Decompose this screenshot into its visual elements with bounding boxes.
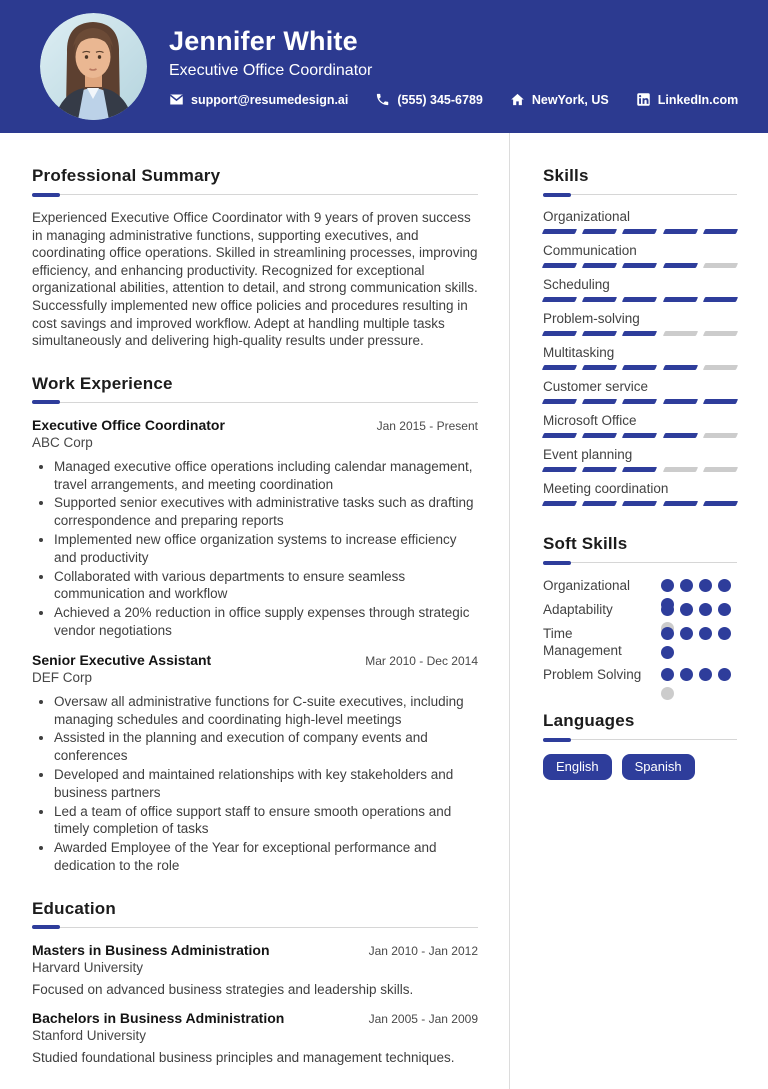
contact-linkedin[interactable] [636, 92, 739, 107]
soft-skill-problem-solving [543, 666, 737, 683]
rating-dot-filled [718, 579, 731, 592]
job-bullet: • Collaborated with various departments to ensure seamless communication and workflow [54, 568, 478, 604]
soft-skill-organizational [543, 577, 737, 594]
skills-list [543, 209, 737, 506]
job-company: ABC Corp [32, 434, 93, 450]
skill-segment-filled [542, 365, 577, 370]
skill-level-bar [543, 467, 737, 472]
skill-segment-filled [703, 501, 738, 506]
skill-segment-filled [582, 297, 617, 302]
section-languages [543, 711, 737, 780]
school-name: Harvard University [32, 959, 144, 975]
section-work-experience [32, 374, 478, 875]
rating-dot-filled [680, 627, 693, 640]
header-info [169, 26, 738, 107]
section-heading: Soft Skills [543, 534, 628, 553]
rating-dot-filled [699, 579, 712, 592]
job-item [32, 652, 478, 875]
soft-skill-time-management [543, 625, 737, 659]
degree-title: Masters in Business Administration [32, 941, 270, 958]
avatar-image [40, 13, 147, 120]
section-skills [543, 166, 737, 506]
education-dates: Jan 2005 - Jan 2009 [368, 1011, 478, 1026]
rating-dot-filled [661, 579, 674, 592]
school-name: Stanford University [32, 1027, 147, 1043]
linkedin-icon [636, 92, 651, 107]
skill-level-bar [543, 399, 737, 404]
job-bullet-list [32, 458, 478, 640]
soft-skill-label: Adaptability [543, 602, 613, 617]
skill-organizational [543, 209, 737, 234]
section-soft-skills [543, 534, 737, 683]
skill-segment-filled [622, 263, 657, 268]
contact-row [169, 92, 738, 107]
skill-segment-filled [662, 433, 697, 438]
language-badge-english: English [543, 754, 612, 780]
skill-segment-filled [582, 433, 617, 438]
skill-segment-filled [582, 331, 617, 336]
skill-segment-filled [622, 501, 657, 506]
rating-dot-filled [661, 646, 674, 659]
skill-segment-filled [703, 399, 738, 404]
skill-segment-empty [703, 433, 738, 438]
skill-segment-filled [622, 433, 657, 438]
section-heading: Work Experience [32, 373, 173, 393]
soft-skill-label: Problem Solving [543, 667, 642, 682]
section-professional-summary [32, 166, 478, 350]
job-bullet-list [32, 693, 478, 875]
skill-segment-filled [622, 297, 657, 302]
soft-skill-label: Organizational [543, 578, 631, 593]
skill-segment-filled [582, 263, 617, 268]
rating-dot-filled [661, 668, 674, 681]
sidebar-column [509, 133, 768, 1089]
skill-level-bar [543, 229, 737, 234]
skill-segment-filled [622, 229, 657, 234]
skill-multitasking [543, 345, 737, 370]
skill-segment-empty [703, 331, 738, 336]
skill-event-planning [543, 447, 737, 472]
soft-skills-list [543, 577, 737, 683]
skill-problem-solving [543, 311, 737, 336]
skill-level-bar [543, 365, 737, 370]
contact-text: LinkedIn.com [657, 92, 739, 107]
person-name: Jennifer White [169, 26, 358, 56]
skill-scheduling [543, 277, 737, 302]
section-heading: Skills [543, 166, 589, 185]
skill-microsoft-office [543, 413, 737, 438]
skill-segment-empty [662, 331, 697, 336]
skill-label: Multitasking [543, 345, 615, 360]
skill-meeting-coordination [543, 481, 737, 506]
skill-segment-empty [662, 467, 697, 472]
section-divider [543, 562, 737, 563]
person-job-title: Executive Office Coordinator [169, 62, 373, 79]
rating-dot-empty [661, 687, 674, 700]
section-divider [543, 739, 737, 740]
header-banner [0, 0, 768, 133]
skill-segment-filled [582, 467, 617, 472]
skill-segment-filled [542, 331, 577, 336]
job-dates: Mar 2010 - Dec 2014 [365, 653, 478, 668]
education-item [32, 942, 478, 997]
rating-dot-filled [680, 603, 693, 616]
skill-segment-filled [582, 399, 617, 404]
skill-level-bar [543, 263, 737, 268]
education-description: Studied foundational business principles and management techniques. [32, 1049, 455, 1065]
skill-segment-filled [662, 229, 697, 234]
job-title: Executive Office Coordinator [32, 416, 225, 433]
job-bullet: • Assisted in the planning and execution of company events and conferences [54, 729, 478, 765]
skill-customer-service [543, 379, 737, 404]
job-bullet: • Managed executive office operations including calendar management, travel arrangements, and meeting coordination [54, 458, 478, 494]
skill-segment-filled [662, 263, 697, 268]
soft-skill-dot-rating [661, 627, 737, 640]
rating-dot-filled [680, 668, 693, 681]
skill-label: Organizational [543, 209, 631, 224]
job-bullet: • Led a team of office support staff to ensure smooth operations and timely completion of tasks [54, 803, 478, 839]
skill-segment-filled [582, 501, 617, 506]
section-heading: Education [32, 898, 116, 918]
skill-segment-filled [662, 365, 697, 370]
skill-label: Event planning [543, 447, 633, 462]
skill-segment-filled [542, 229, 577, 234]
rating-dot-filled [699, 627, 712, 640]
rating-dot-filled [699, 603, 712, 616]
section-heading: Languages [543, 711, 635, 730]
skill-label: Microsoft Office [543, 413, 637, 428]
contact-email[interactable] [169, 92, 348, 107]
skill-segment-filled [622, 365, 657, 370]
skill-communication [543, 243, 737, 268]
skill-label: Communication [543, 243, 637, 258]
skill-segment-empty [703, 263, 738, 268]
skill-level-bar [543, 501, 737, 506]
job-bullet: • Supported senior executives with administrative tasks such as drafting correspondence and preparing reports [54, 494, 478, 530]
contact-text: (555) 345-6789 [397, 92, 483, 107]
skill-segment-empty [703, 365, 738, 370]
skill-label: Scheduling [543, 277, 610, 292]
rating-dot-filled [661, 627, 674, 640]
skill-segment-filled [542, 501, 577, 506]
skill-segment-filled [622, 399, 657, 404]
skill-segment-filled [542, 399, 577, 404]
skill-segment-filled [703, 297, 738, 302]
skill-segment-filled [662, 297, 697, 302]
contact-text: NewYork, US [531, 92, 609, 107]
skill-segment-empty [703, 467, 738, 472]
rating-dot-filled [718, 668, 731, 681]
rating-dot-filled [718, 603, 731, 616]
skill-level-bar [543, 331, 737, 336]
job-bullet: • Developed and maintained relationships with key stakeholders and business partners [54, 766, 478, 802]
skill-label: Customer service [543, 379, 649, 394]
job-dates: Jan 2015 - Present [376, 418, 478, 433]
skill-segment-filled [542, 467, 577, 472]
section-divider [32, 194, 478, 195]
skill-segment-filled [662, 501, 697, 506]
job-bullet: • Implemented new office organization systems to increase efficiency and productivity [54, 531, 478, 567]
page-body [0, 133, 768, 1089]
job-company: DEF Corp [32, 669, 93, 685]
skill-segment-filled [582, 229, 617, 234]
skill-segment-filled [542, 433, 577, 438]
education-item [32, 1010, 478, 1065]
soft-skill-dot-rating [661, 579, 737, 592]
avatar [40, 13, 147, 120]
skill-level-bar [543, 297, 737, 302]
degree-title: Bachelors in Business Administration [32, 1009, 285, 1026]
contact-text: support@resumedesign.ai [191, 92, 349, 107]
skill-segment-filled [582, 365, 617, 370]
contact-phone[interactable] [375, 92, 482, 107]
rating-dot-filled [718, 627, 731, 640]
skill-segment-filled [542, 297, 577, 302]
skill-segment-filled [542, 263, 577, 268]
summary-text: Experienced Executive Office Coordinator with 9 years of proven success in managing administrative functions, supporting executives, and coordinating office operations. Skilled in streamlining processes, improving efficiency, and enhancing productivity. Recognized for exceptional organizational abilities, attention to detail, and strong communication skills. Successfully implemented new office policies and procedures resulting in cost savings and improved workflow. Adept at handling multiple tasks simultaneously and delivering high-quality results under pressure. [32, 210, 478, 349]
skill-segment-filled [662, 399, 697, 404]
education-description: Focused on advanced business strategies and leadership skills. [32, 981, 414, 997]
section-divider [32, 927, 478, 928]
soft-skill-dot-rating [661, 603, 737, 616]
skill-level-bar [543, 433, 737, 438]
skill-segment-filled [703, 229, 738, 234]
section-heading: Professional Summary [32, 166, 221, 185]
skill-segment-filled [622, 467, 657, 472]
job-title: Senior Executive Assistant [32, 651, 212, 668]
education-dates: Jan 2010 - Jan 2012 [368, 943, 478, 958]
phone-icon [375, 92, 390, 107]
soft-skill-label: Time Management [543, 626, 622, 658]
home-icon [510, 92, 525, 107]
rating-dot-filled [680, 579, 693, 592]
main-column [32, 133, 478, 1089]
job-item [32, 417, 478, 640]
skill-label: Meeting coordination [543, 481, 669, 496]
soft-skill-dot-rating [661, 668, 737, 681]
email-icon [169, 92, 184, 107]
language-badge-list [543, 754, 737, 780]
section-divider [543, 194, 737, 195]
language-badge-spanish: Spanish [622, 754, 695, 780]
rating-dot-filled [699, 668, 712, 681]
rating-dot-filled [661, 603, 674, 616]
skill-segment-filled [622, 331, 657, 336]
section-divider [32, 402, 478, 403]
job-bullet: • Oversaw all administrative functions for C-suite executives, including managing schedules and coordinating high-level meetings [54, 693, 478, 729]
skill-label: Problem-solving [543, 311, 640, 326]
contact-location[interactable] [510, 92, 609, 107]
job-bullet: • Achieved a 20% reduction in office supply expenses through strategic vendor negotiations [54, 604, 478, 640]
job-bullet: • Awarded Employee of the Year for exceptional performance and dedication to the role [54, 839, 478, 875]
section-education [32, 899, 478, 1065]
soft-skill-adaptability [543, 601, 737, 618]
